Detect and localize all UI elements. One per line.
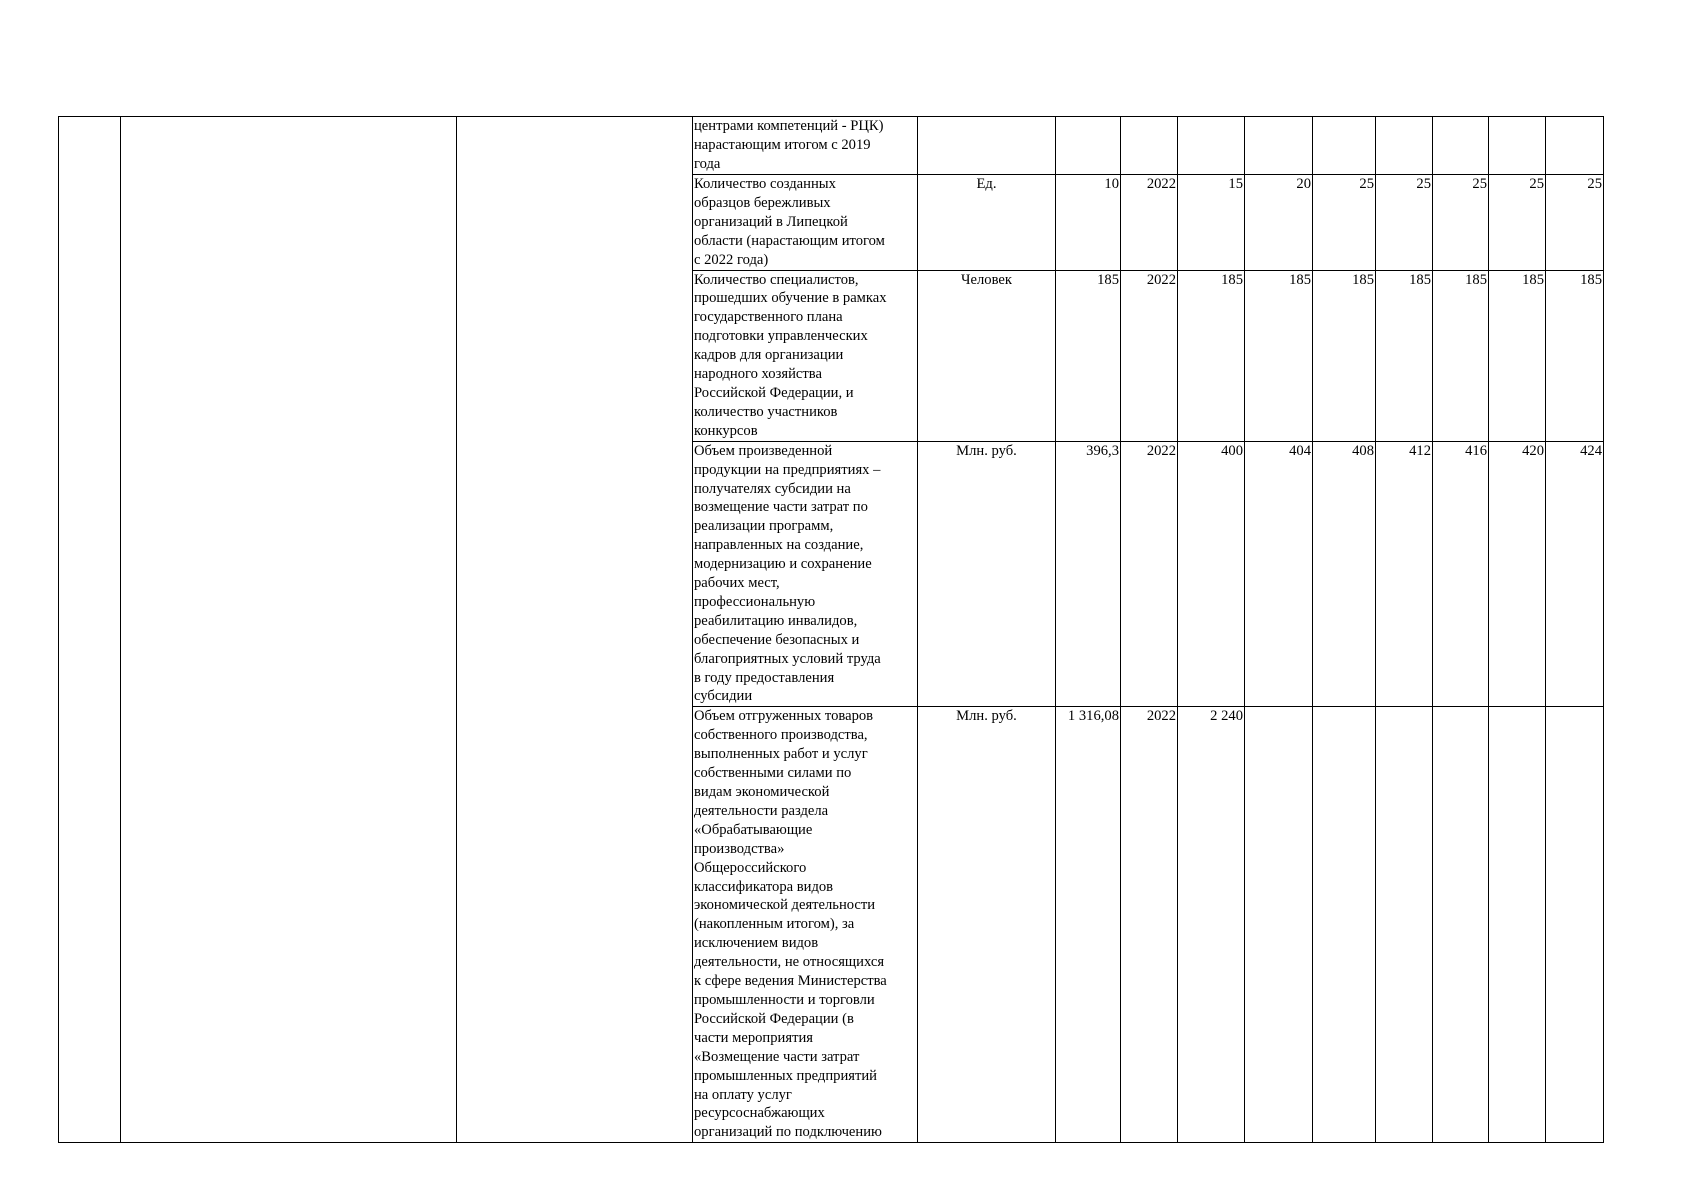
indicator-unit: Млн. руб. [918, 441, 1056, 707]
indicator-name: Количество созданных образцов бережливых организаций в Липецкой области (нарастающим итогом с 2022 года) [693, 175, 918, 271]
base-year: 2022 [1121, 707, 1178, 1143]
base-value: 10 [1056, 175, 1121, 271]
year-value: 20 [1245, 175, 1313, 271]
year-value [1376, 707, 1433, 1143]
year-value [1313, 117, 1376, 175]
year-value [1245, 707, 1313, 1143]
year-value [1245, 117, 1313, 175]
year-value: 15 [1178, 175, 1245, 271]
base-year: 2022 [1121, 175, 1178, 271]
year-value [1489, 707, 1546, 1143]
year-value: 25 [1313, 175, 1376, 271]
indicator-unit: Человек [918, 270, 1056, 441]
responsible-cell [457, 117, 693, 1143]
base-year [1121, 117, 1178, 175]
year-value: 424 [1546, 441, 1604, 707]
base-value: 185 [1056, 270, 1121, 441]
base-year: 2022 [1121, 441, 1178, 707]
year-value: 420 [1489, 441, 1546, 707]
year-value [1433, 117, 1489, 175]
year-value: 400 [1178, 441, 1245, 707]
base-year: 2022 [1121, 270, 1178, 441]
number-cell [59, 117, 121, 1143]
indicator-name: Количество специалистов, прошедших обучение в рамках государственного плана подготовки управленческих кадров для организации народного хозяйства Российской Федерации, и количество участников конкурсов [693, 270, 918, 441]
year-value: 408 [1313, 441, 1376, 707]
year-value: 404 [1245, 441, 1313, 707]
year-value [1489, 117, 1546, 175]
year-value [1178, 117, 1245, 175]
year-value [1313, 707, 1376, 1143]
year-value: 416 [1433, 441, 1489, 707]
base-value: 1 316,08 [1056, 707, 1121, 1143]
base-value: 396,3 [1056, 441, 1121, 707]
table-row [59, 117, 1604, 175]
year-value [1376, 117, 1433, 175]
year-value: 185 [1178, 270, 1245, 441]
indicator-name: центрами компетенций - РЦК) нарастающим итогом с 2019 года [693, 117, 918, 175]
year-value: 185 [1313, 270, 1376, 441]
year-value: 2 240 [1178, 707, 1245, 1143]
year-value [1433, 707, 1489, 1143]
base-value [1056, 117, 1121, 175]
indicator-name: Объем произведенной продукции на предприятиях – получателях субсидии на возмещение части затрат по реализации программ, направленных на создание, модернизацию и сохранение рабочих мест, профессиональную реабилитацию инвалидов, обеспечение безопасных и благоприятных условий труда в году предоставления субсидии [693, 441, 918, 707]
year-value: 25 [1546, 175, 1604, 271]
indicators-table [58, 116, 1604, 1143]
year-value: 185 [1245, 270, 1313, 441]
year-value: 25 [1489, 175, 1546, 271]
year-value: 25 [1376, 175, 1433, 271]
year-value: 185 [1433, 270, 1489, 441]
year-value: 185 [1489, 270, 1546, 441]
year-value: 25 [1433, 175, 1489, 271]
year-value: 185 [1546, 270, 1604, 441]
indicator-unit [918, 117, 1056, 175]
year-value [1546, 117, 1604, 175]
year-value: 185 [1376, 270, 1433, 441]
task-cell [121, 117, 457, 1143]
year-value [1546, 707, 1604, 1143]
indicator-unit: Ед. [918, 175, 1056, 271]
indicator-name: Объем отгруженных товаров собственного производства, выполненных работ и услуг собственными силами по видам экономической деятельности раздела «Обрабатывающие производства» Общероссийского классификатора видов экономической деятельности (накопленным итогом), за исключением видов деятельности, не относящихся к сфере ведения Министерства промышленности и торговли Российской Федерации (в части мероприятия «Возмещение части затрат промышленных предприятий на оплату услуг ресурсоснабжающих организаций по подключению [693, 707, 918, 1143]
year-value: 412 [1376, 441, 1433, 707]
indicator-unit: Млн. руб. [918, 707, 1056, 1143]
